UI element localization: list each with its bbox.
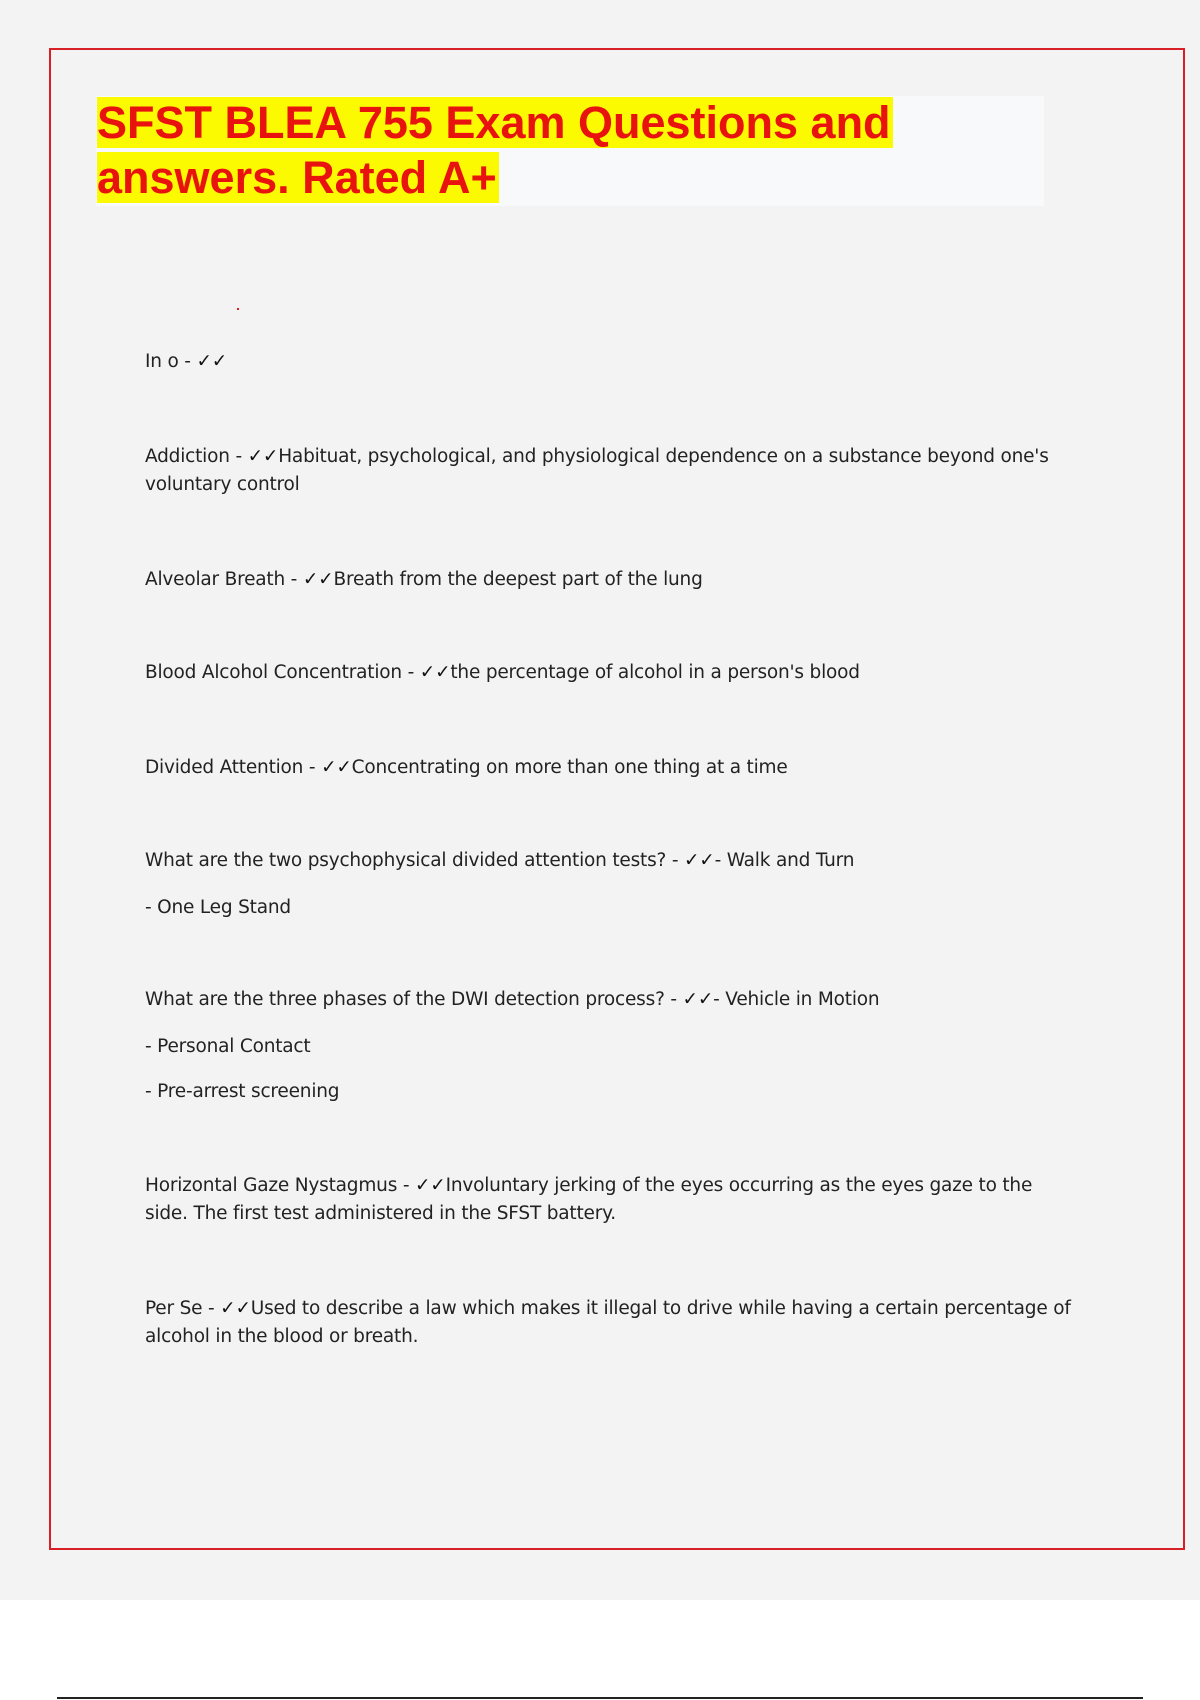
entry-subitem: - Pre-arrest screening — [145, 1081, 340, 1102]
qa-entry — [145, 847, 1075, 875]
entry-subitem: - Personal Contact — [145, 1036, 311, 1057]
checkmark-icon: ✓✓ — [321, 757, 352, 778]
checkmark-icon: ✓✓ — [247, 446, 279, 467]
entry-subitem: - One Leg Stand — [145, 897, 291, 918]
qa-entry — [145, 1295, 1075, 1351]
checkmark-icon: ✓✓ — [414, 1175, 446, 1196]
entry-term: Alveolar Breath — [145, 569, 285, 590]
qa-entry — [145, 1172, 1075, 1228]
title-line-1: SFST BLEA 755 Exam Questions and — [97, 97, 891, 148]
qa-entry — [145, 659, 1075, 687]
title-line-2: answers. Rated A+ — [97, 152, 497, 203]
entry-separator: - — [666, 850, 684, 871]
qa-entry — [145, 348, 1075, 376]
entry-separator: - — [285, 569, 303, 590]
entry-separator: - — [397, 1175, 415, 1196]
entry-separator: - — [229, 446, 248, 467]
entry-definition: Used to describe a law which makes it illegal to drive while having a certain percentage of alcohol in the blood or breath. — [145, 1298, 1071, 1347]
entry-definition: Breath from the deepest part of the lung — [333, 569, 703, 590]
entry-separator: - — [401, 662, 420, 683]
qa-entry — [145, 986, 1075, 1014]
checkmark-icon: ✓✓ — [220, 1298, 251, 1319]
entry-definition: Habituat, psychological, and physiological dependence on a substance beyond one's voluntary control — [145, 446, 1049, 495]
entry-term: What are the two psychophysical divided attention tests? — [145, 850, 667, 871]
entry-definition: - Vehicle in Motion — [713, 989, 880, 1010]
entry-term: Addiction — [145, 446, 230, 467]
entry-term: Per Se — [145, 1298, 203, 1319]
entry-definition: - Walk and Turn — [714, 850, 855, 871]
entry-term: Horizontal Gaze Nystagmus — [145, 1175, 398, 1196]
checkmark-icon: ✓✓ — [196, 351, 228, 372]
entry-separator: - — [202, 1298, 221, 1319]
entry-definition: Concentrating on more than one thing at a time — [351, 757, 788, 778]
entry-term: Blood Alcohol Concentration — [145, 662, 402, 683]
entry-separator: - — [303, 757, 322, 778]
entry-term: Divided Attention — [145, 757, 304, 778]
entry-term: What are the three phases of the DWI detection process? — [145, 989, 665, 1010]
bottom-rule — [57, 1697, 1143, 1699]
checkmark-icon: ✓✓ — [682, 989, 714, 1010]
qa-entry — [145, 754, 1075, 782]
entry-term: In o — [145, 351, 179, 372]
entry-definition: Involuntary jerking of the eyes occurring as the eyes gaze to the side. The first test administered in the SFST battery. — [145, 1175, 1033, 1224]
qa-entry — [145, 566, 1075, 594]
stray-dot — [237, 308, 239, 310]
checkmark-icon: ✓✓ — [302, 569, 334, 590]
entry-separator: - — [178, 351, 197, 372]
document-title — [97, 95, 997, 205]
checkmark-icon: ✓✓ — [419, 662, 451, 683]
entry-definition: the percentage of alcohol in a person's blood — [450, 662, 860, 683]
checkmark-icon: ✓✓ — [684, 850, 715, 871]
qa-entry — [145, 443, 1075, 499]
entry-separator: - — [664, 989, 683, 1010]
